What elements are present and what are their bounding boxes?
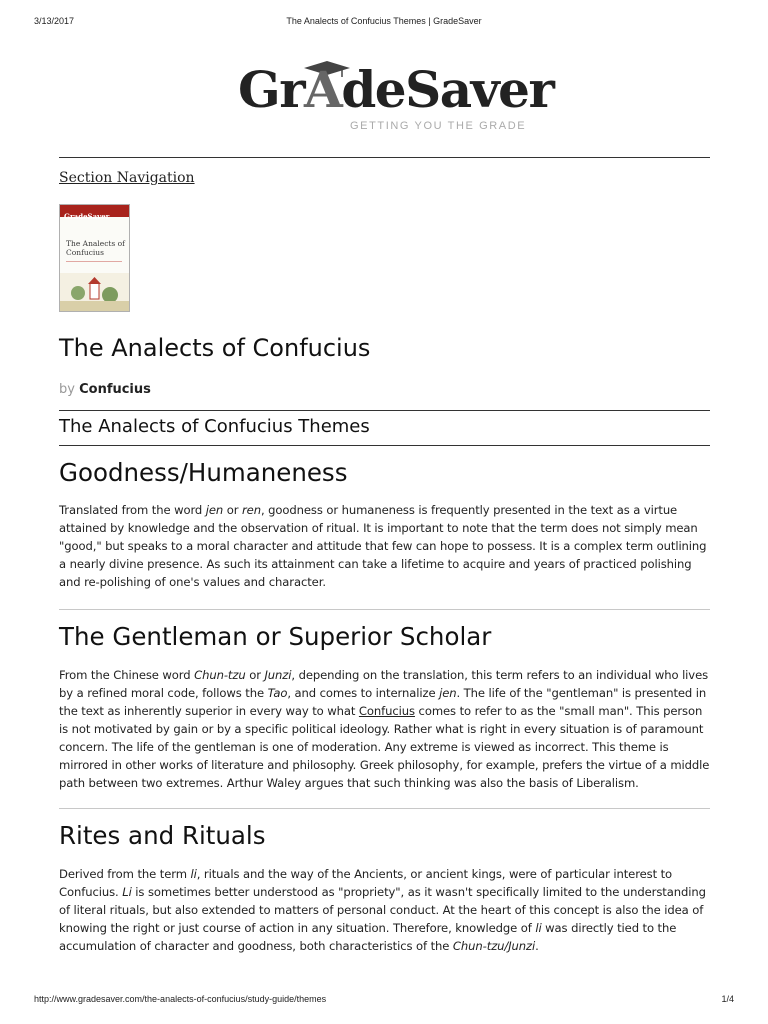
cover-illustration bbox=[60, 273, 129, 311]
theme-divider bbox=[59, 808, 710, 809]
theme-paragraph bbox=[59, 865, 711, 955]
italic-term: li bbox=[535, 921, 542, 935]
author-link[interactable]: Confucius bbox=[79, 382, 151, 397]
theme-heading: The Gentleman or Superior Scholar bbox=[59, 622, 492, 651]
cover-title: The Analects of Confucius bbox=[66, 239, 125, 257]
cover-brand: GradeSaver bbox=[64, 212, 110, 221]
header-divider bbox=[59, 157, 710, 158]
italic-term: li bbox=[190, 867, 197, 881]
italic-term: Junzi bbox=[264, 668, 292, 682]
paragraph-text: or bbox=[223, 503, 242, 517]
paragraph-text: Derived from the term bbox=[59, 867, 191, 881]
italic-term: jen bbox=[205, 503, 224, 517]
paragraph-text: . bbox=[535, 939, 539, 953]
print-url: http://www.gradesaver.com/the-analects-of-confucius/study-guide/themes bbox=[34, 994, 327, 1004]
book-cover-image[interactable] bbox=[59, 204, 130, 312]
print-date: 3/13/2017 bbox=[34, 16, 75, 26]
inline-link[interactable]: Confucius bbox=[358, 704, 415, 718]
italic-term: jen bbox=[439, 686, 457, 700]
byline-prefix: by bbox=[59, 382, 75, 397]
paragraph-text: , rituals and the way of the Ancients, or ancient kings, were of particular interest to Confucius. bbox=[59, 867, 673, 899]
themes-title-divider bbox=[59, 445, 710, 446]
italic-term: Li bbox=[122, 885, 132, 899]
theme-heading: Rites and Rituals bbox=[59, 821, 266, 850]
print-page-title: The Analects of Confucius Themes | GradeSaver bbox=[286, 16, 482, 26]
logo-tagline: GETTING YOU THE GRADE bbox=[350, 120, 527, 132]
themes-page-title: The Analects of Confucius Themes bbox=[59, 416, 370, 437]
paragraph-text: From the Chinese word bbox=[59, 668, 195, 682]
paragraph-text: Translated from the word bbox=[59, 503, 206, 517]
italic-term: Chun-tzu bbox=[194, 668, 246, 682]
print-page-number: 1/4 bbox=[721, 994, 734, 1004]
print-footer bbox=[34, 994, 734, 1008]
book-title: The Analects of Confucius bbox=[59, 334, 371, 362]
italic-term: Chun-tzu/Junzi bbox=[452, 939, 536, 953]
logo-wordmark: GrAdeSaver bbox=[238, 60, 554, 119]
paragraph-text: comes to refer to as the "small man". This person is not motivated by gain or by a specific political ideology. Rather what is right in every situation is of paramount concern. The life of the gentleman is one of moderation. Any extreme is viewed as incorrect. This theme is mirrored in other works of literature and philosophy. Greek philosophy, for example, prefers the virtue of a middle path between two extremes. Arthur Waley argues that such thinking was also the basis of Liberalism. bbox=[59, 704, 710, 790]
italic-term: Tao bbox=[267, 686, 288, 700]
paragraph-text: . The life of the "gentleman" is presented in the text as inherently superior in every way to what bbox=[59, 686, 707, 718]
section-navigation-link[interactable]: Section Navigation bbox=[59, 170, 195, 186]
theme-divider bbox=[59, 609, 710, 610]
byline bbox=[59, 382, 151, 397]
print-header bbox=[34, 16, 734, 30]
theme-heading: Goodness/Humaneness bbox=[59, 458, 348, 487]
paragraph-text: is sometimes better understood as "propriety", as it wasn't specifically limited to the understanding of literal rituals, but also extended to matters of personal conduct. At the heart of this concept is also the idea of knowing the right or just course of action in any situation. Therefore, knowledge of bbox=[59, 885, 706, 935]
theme-paragraph bbox=[59, 501, 711, 591]
paragraph-text: or bbox=[245, 668, 265, 682]
paragraph-text: , goodness or humaneness is frequently presented in the text as a virtue attained by knowledge and the observation of ritual. It is important to note that the term does not simply mean "good," but speaks to a moral character and attitude that few can hope to possess. It is a complex term outlining a nearly divine presence. As such its attainment can take a lifetime to acquire and years of practiced polishing and re-polishing of one's values and character. bbox=[59, 503, 707, 589]
paragraph-text: , depending on the translation, this term refers to an individual who lives by a refined moral code, follows the bbox=[59, 668, 709, 700]
paragraph-text: , and comes to internalize bbox=[287, 686, 440, 700]
italic-term: ren bbox=[242, 503, 261, 517]
paragraph-text: was directly tied to the accumulation of character and goodness, both characteristics of the bbox=[59, 921, 677, 953]
theme-paragraph bbox=[59, 666, 711, 792]
gradesaver-logo[interactable] bbox=[238, 56, 554, 136]
title-divider bbox=[59, 410, 710, 411]
